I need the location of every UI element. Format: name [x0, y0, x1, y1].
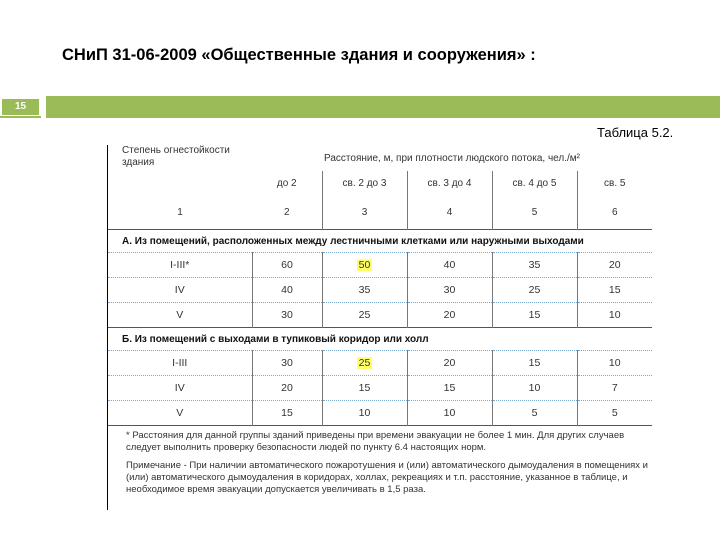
value-cell: 15 [577, 278, 652, 303]
grade-cell: I-III [108, 351, 252, 376]
header-density: св. 5 [577, 171, 652, 195]
table-caption: Таблица 5.2. [597, 125, 674, 140]
column-number: 1 [177, 206, 183, 218]
header-distance-group: Расстояние, м, при плотности людского потока, чел./м² [324, 152, 580, 164]
value-cell: 20 [577, 253, 652, 278]
value-cell: 15 [252, 401, 322, 426]
value-cell: 35 [492, 253, 577, 278]
table-note: Примечание - При наличии автоматического пожаротушения и (или) автоматического дымоудаления в помещениях и (или) автоматического дымоудаления в коридорах, холлах, рекреациях и т.п. расстояние, указанное в таблице, и необходимое время эвакуации допускается увеличивать в 1,5 раза. [126, 460, 648, 495]
section-b-title: Б. Из помещений с выходами в тупиковый коридор или холл [108, 328, 652, 351]
value-cell: 40 [407, 253, 492, 278]
header-empty [108, 171, 252, 195]
value-cell: 25 [322, 303, 407, 328]
evacuation-table [107, 145, 653, 510]
column-number: 3 [322, 195, 407, 230]
value-cell: 60 [252, 253, 322, 278]
value-cell [322, 351, 407, 376]
column-number: 6 [577, 195, 652, 230]
value-cell: 15 [322, 376, 407, 401]
value-cell [322, 253, 407, 278]
value-cell: 5 [577, 401, 652, 426]
value-cell: 30 [252, 351, 322, 376]
section-a-title: А. Из помещений, расположенных между лестничными клетками или наружными выходами [108, 230, 652, 253]
value-cell: 15 [492, 303, 577, 328]
header-density: св. 4 до 5 [492, 171, 577, 195]
value-cell: 10 [492, 376, 577, 401]
value-cell: 20 [252, 376, 322, 401]
highlighted-value: 50 [358, 259, 371, 271]
grade-cell: IV [108, 376, 252, 401]
value-cell: 35 [322, 278, 407, 303]
header-density: св. 2 до 3 [322, 171, 407, 195]
table-footnote: * Расстояния для данной группы зданий приведены при времени эвакуации не более 1 мин. Для других случаев следует выполнить проверку безопасности людей по пункту 6.4 настоящих норм. [108, 426, 652, 455]
value-cell: 30 [252, 303, 322, 328]
header-density: до 2 [276, 177, 297, 189]
grade-cell: I-III* [108, 253, 252, 278]
value-cell: 5 [492, 401, 577, 426]
slide-number: 15 [2, 99, 39, 115]
value-cell: 15 [492, 351, 577, 376]
column-number: 2 [283, 206, 290, 218]
value-cell: 7 [577, 376, 652, 401]
value-cell: 40 [252, 278, 322, 303]
column-number: 5 [492, 195, 577, 230]
value-cell: 10 [407, 401, 492, 426]
highlighted-value: 25 [358, 357, 371, 369]
value-cell: 15 [407, 376, 492, 401]
grade-cell: V [108, 303, 252, 328]
grade-cell: IV [108, 278, 252, 303]
grade-cell: V [108, 401, 252, 426]
header-density: св. 3 до 4 [407, 171, 492, 195]
column-number: 4 [407, 195, 492, 230]
value-cell: 20 [407, 351, 492, 376]
header-bar [46, 96, 720, 118]
value-cell: 10 [577, 351, 652, 376]
value-cell: 10 [577, 303, 652, 328]
header-grade: Степень огнестойкости здания [122, 145, 230, 168]
value-cell: 20 [407, 303, 492, 328]
value-cell: 10 [322, 401, 407, 426]
value-cell: 25 [492, 278, 577, 303]
value-cell: 30 [407, 278, 492, 303]
page-title: СНиП 31-06-2009 «Общественные здания и сооружения» : [62, 46, 536, 64]
